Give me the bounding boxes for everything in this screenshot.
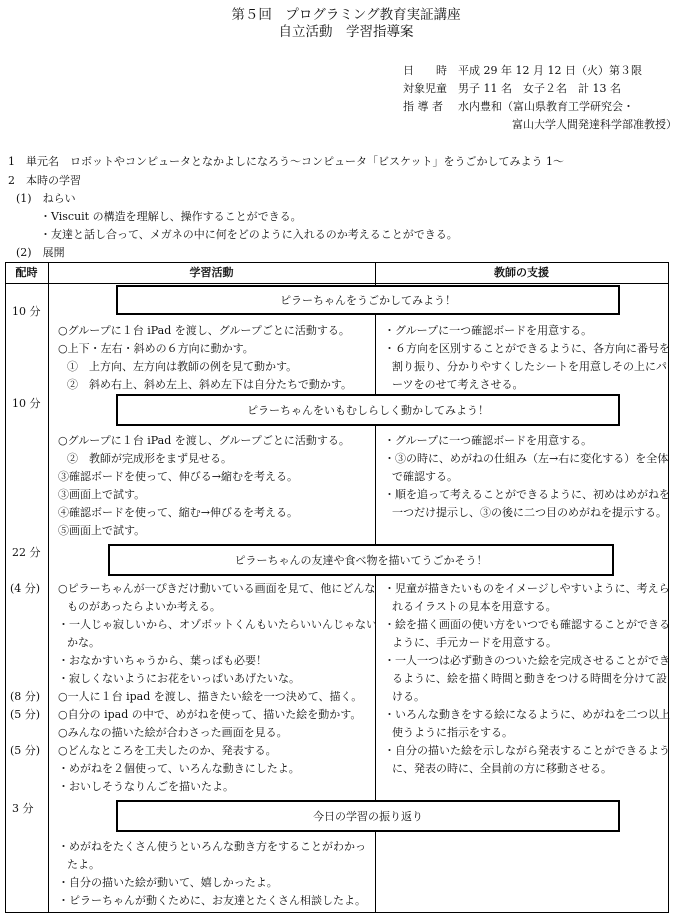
activity-line: ② 教師が完成形をまず見せる。 bbox=[67, 452, 232, 465]
activity-line: ・めがねを２個使って、いろんな動きにしたよ。 bbox=[58, 762, 300, 775]
support-line: ・自分の描いた絵を示しながら発表することができるよう bbox=[384, 744, 670, 757]
page-subtitle: 自立活動 学習指導案 bbox=[278, 24, 414, 40]
column-header-support: 教師の支援 bbox=[494, 266, 549, 279]
unit-name: 1 単元名 ロボットやコンピュータとなかよしになろう～コンピュータ「ビスケット」をうごかしてみよう 1～ bbox=[8, 155, 564, 168]
info-value-teacher-affiliation: 富山大学人間発達科学部准教授） bbox=[512, 118, 677, 131]
phase-subtime: (8 分) bbox=[10, 690, 41, 703]
activity-line: ・おなかすいちゃうから、葉っぱも必要！ bbox=[58, 654, 267, 667]
phase-time: 22 分 bbox=[12, 546, 41, 559]
activity-line: ・自分の描いた絵が動いて、嬉しかったよ。 bbox=[58, 876, 278, 889]
aim-item: ・Viscuit の構造を理解し、操作することができる。 bbox=[40, 210, 302, 223]
activity-line: ○どんなところを工夫したのか、発表する。 bbox=[58, 744, 277, 757]
phase-title-box: 今日の学習の振り返り bbox=[116, 800, 620, 832]
column-header-time: 配時 bbox=[15, 266, 38, 279]
activity-line: ・ピラーちゃんが動くために、お友達とたくさん相談したよ。 bbox=[58, 894, 366, 907]
support-line: ける。 bbox=[392, 690, 425, 703]
info-value-date: 平成 29 年 12 月 12 日（火）第３限 bbox=[458, 64, 642, 77]
phase-time: 3 分 bbox=[12, 802, 34, 815]
support-line: ・順を追って考えることができるように、初めはめがねを bbox=[384, 488, 670, 501]
activity-line: ○一人に１台 ipad を渡し、描きたい絵を一つ決めて、描く。 bbox=[58, 690, 363, 703]
activity-line: ・おいしそうなりんごを描いたよ。 bbox=[58, 780, 234, 793]
activity-line: ・寂しくないようにお花をいっぱいあげたいな。 bbox=[58, 672, 300, 685]
support-line: ように、手元カードを用意する。 bbox=[392, 636, 557, 649]
activity-line: かな。 bbox=[67, 636, 100, 649]
phase-title-box: ピラーちゃんをいもむしらしく動かしてみよう！ bbox=[116, 394, 620, 426]
phase-time: 10 分 bbox=[12, 397, 41, 410]
info-label-teacher: 指 導 者 bbox=[403, 100, 443, 113]
activity-line: ○ピラーちゃんが一ぴきだけ動いている画面を見て、他にどんな bbox=[58, 582, 376, 595]
activity-line: ものがあったらよいか考える。 bbox=[67, 600, 221, 613]
support-line: 割り振り、分かりやすくしたシートを用意しその上にパ bbox=[392, 360, 667, 373]
activity-line: ○自分の ipad の中で、めがねを使って、描いた絵を動かす。 bbox=[58, 708, 362, 721]
activity-line: たよ。 bbox=[67, 858, 100, 871]
activity-line: ○グループに１台 iPad を渡し、グループごとに活動する。 bbox=[58, 434, 350, 447]
support-line: 使うように指示をする。 bbox=[392, 726, 513, 739]
phase-title-box: ピラーちゃんの友達や食べ物を描いてうごかそう！ bbox=[108, 544, 614, 576]
support-line: ・いろんな動きをする絵になるように、めがねを二つ以上 bbox=[384, 708, 670, 721]
activity-line: ○上下・左右・斜めの６方向に動かす。 bbox=[58, 342, 254, 355]
activity-line: ③確認ボードを使って、伸びる→縮むを考える。 bbox=[58, 470, 298, 483]
activity-line: ・めがねをたくさん使うといろんな動き方をすることがわかっ bbox=[58, 840, 366, 853]
activity-line: ○みんなの描いた絵が合わさった画面を見る。 bbox=[58, 726, 288, 739]
phase-subtime: (5 分) bbox=[10, 744, 41, 757]
support-line: 一つだけ提示し、③の後に二つ目のめがねを提示する。 bbox=[392, 506, 667, 519]
phase-time: 10 分 bbox=[12, 305, 41, 318]
support-line: ・一人一つは必ず動きのついた絵を完成させることができ bbox=[384, 654, 670, 667]
support-line: ・③の時に、めがねの仕組み（左→右に変化する）を全体 bbox=[384, 452, 669, 465]
section-heading-development: (2) 展開 bbox=[16, 246, 65, 259]
phase-subtime: (5 分) bbox=[10, 708, 41, 721]
info-value-teacher: 水内豊和（富山県教育工学研究会・ bbox=[458, 100, 634, 113]
activity-line: ・一人じゃ寂しいから、オゾボットくんもいたらいいんじゃない bbox=[58, 618, 377, 631]
support-line: で確認する。 bbox=[392, 470, 458, 483]
activity-line: ○グループに１台 iPad を渡し、グループごとに活動する。 bbox=[58, 324, 350, 337]
support-line: に、発表の時に、全員前の方に移動させる。 bbox=[392, 762, 612, 775]
phase-title-box: ピラーちゃんをうごかしてみよう！ bbox=[116, 285, 620, 315]
support-line: ・絵を描く画面の使い方をいつでも確認することができる bbox=[384, 618, 670, 631]
page-title: 第５回 プログラミング教育実証講座 bbox=[231, 7, 461, 23]
activity-line: ② 斜め右上、斜め左上、斜め左下は自分たちで動かす。 bbox=[67, 378, 353, 391]
support-line: ・グループに一つ確認ボードを用意する。 bbox=[384, 324, 593, 337]
support-line: ・児童が描きたいものをイメージしやすいように、考えら bbox=[384, 582, 670, 595]
activity-line: ④確認ボードを使って、縮む→伸びるを考える。 bbox=[58, 506, 298, 519]
column-header-activity: 学習活動 bbox=[189, 266, 234, 279]
activity-line: ① 上方向、左方向は教師の例を見て動かす。 bbox=[67, 360, 298, 373]
support-line: れるイラストの見本を用意する。 bbox=[392, 600, 557, 613]
section-heading-lesson: 2 本時の学習 bbox=[8, 174, 81, 187]
section-heading-aims: (1) ねらい bbox=[16, 192, 76, 205]
activity-line: ⑤画面上で試す。 bbox=[58, 524, 146, 537]
info-value-students: 男子 11 名 女子２名 計 13 名 bbox=[458, 82, 621, 95]
support-line: ・グループに一つ確認ボードを用意する。 bbox=[384, 434, 593, 447]
support-line: ・６方向を区別することができるように、各方向に番号を bbox=[384, 342, 670, 355]
phase-subtime: (4 分) bbox=[10, 582, 41, 595]
activity-line: ③画面上で試す。 bbox=[58, 488, 146, 501]
support-line: ーツをのせて考えさせる。 bbox=[392, 378, 524, 391]
info-label-date: 日 時 bbox=[403, 64, 447, 77]
aim-item: ・友達と話し合って、メガネの中に何をどのように入れるのか考えることができる。 bbox=[40, 228, 458, 241]
info-label-students: 対象児童 bbox=[403, 82, 447, 95]
support-line: るように、絵を描く時間と動きをつける時間を分けて設 bbox=[392, 672, 667, 685]
